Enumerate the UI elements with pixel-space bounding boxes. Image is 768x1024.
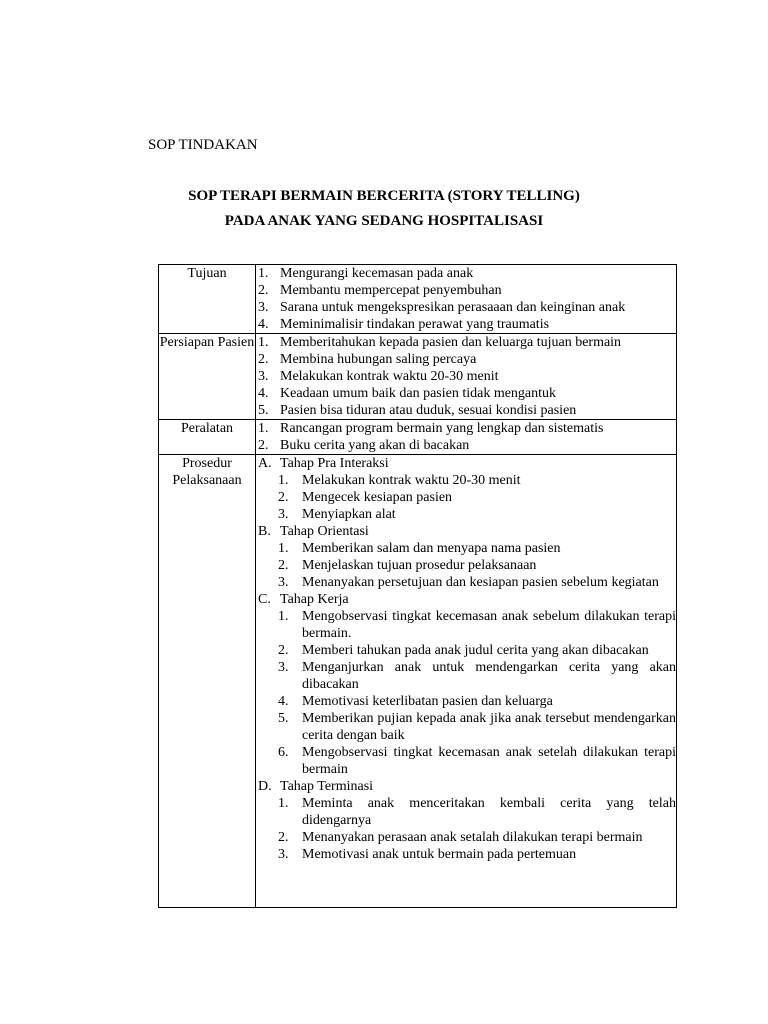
table-row-tujuan [159,265,677,334]
section-heading: A. Tahap Pra Interaksi [258,456,389,471]
row-heading: Peralatan [159,420,256,455]
list-item: 4. Memotivasi keterlibatan pasien dan keluarga [278,694,553,709]
list-item: 4. Keadaan umum baik dan pasien tidak mengantuk [258,386,557,401]
list-item: 1. Memberikan salam dan menyapa nama pasien [278,541,561,556]
section-heading: D. Tahap Terminasi [258,779,374,794]
list-item: 2. Menjelaskan tujuan prosedur pelaksanaan [278,558,537,573]
document-title-line-1: SOP TERAPI BERMAIN BERCERITA (STORY TELLING) [188,188,580,204]
list-item: 2. Menanyakan perasaan anak setalah dilakukan terapi bermain [278,830,643,845]
list-item: 1. Mengobservasi tingkat kecemasan anak sebelum dilakukan terapi bermain. [278,609,676,641]
section-heading: C. Tahap Kerja [258,592,349,607]
table-row-prosedur [159,455,677,908]
list-item: 3. Melakukan kontrak waktu 20-30 menit [258,369,499,384]
row-heading-line: Prosedur [182,456,232,471]
section-heading: B. Tahap Orientasi [258,524,369,539]
row-content [256,455,677,908]
list-item: 1. Melakukan kontrak waktu 20-30 menit [278,473,521,488]
list-item: 3. Memotivasi anak untuk bermain pada pertemuan [278,847,577,862]
list-item: 3. Menganjurkan anak untuk mendengarkan cerita yang akan dibacakan [278,660,676,692]
list-item: 1. Rancangan program bermain yang lengkap dan sistematis [258,421,604,436]
row-content [256,420,677,455]
list-item: 1. Mengurangi kecemasan pada anak [258,266,474,281]
list-item: 1. Meminta anak menceritakan kembali cerita yang telah didengarnya [278,796,676,828]
list-item: 5. Pasien bisa tiduran atau duduk, sesuai kondisi pasien [258,403,577,418]
list-item: 3. Menyiapkan alat [278,507,396,522]
list-item: 2. Memberi tahukan pada anak judul cerita yang akan dibacakan [278,643,649,658]
row-heading [159,455,256,908]
list-item: 1. Memberitahukan kepada pasien dan keluarga tujuan bermain [258,335,622,350]
list-item: 2. Mengecek kesiapan pasien [278,490,453,505]
list-item: 5. Memberikan pujian kepada anak jika anak tersebut mendengarkan cerita dengan baik [278,711,676,743]
list-item: 6. Mengobservasi tingkat kecemasan anak setelah dilakukan terapi bermain [278,745,676,777]
document-label: SOP TINDAKAN [148,137,258,153]
row-content [256,334,677,420]
list-item: 3. Sarana untuk mengekspresikan perasaaan dan keinginan anak [258,300,626,315]
row-content [256,265,677,334]
document-title-line-2: PADA ANAK YANG SEDANG HOSPITALISASI [224,213,544,229]
list-item: 2. Buku cerita yang akan di bacakan [258,438,470,453]
row-heading: Tujuan [159,265,256,334]
row-heading-line: Pelaksanaan [172,473,242,488]
list-item: 4. Meminimalisir tindakan perawat yang traumatis [258,317,550,332]
table-row-peralatan [159,420,677,455]
list-item: 3. Menanyakan persetujuan dan kesiapan pasien sebelum kegiatan [278,575,659,590]
list-item: 2. Membina hubungan saling percaya [258,352,477,367]
table-row-persiapan [159,334,677,420]
sop-table [158,264,677,908]
list-item: 2. Membantu mempercepat penyembuhan [258,283,502,298]
row-heading: Persiapan Pasien [159,334,256,420]
